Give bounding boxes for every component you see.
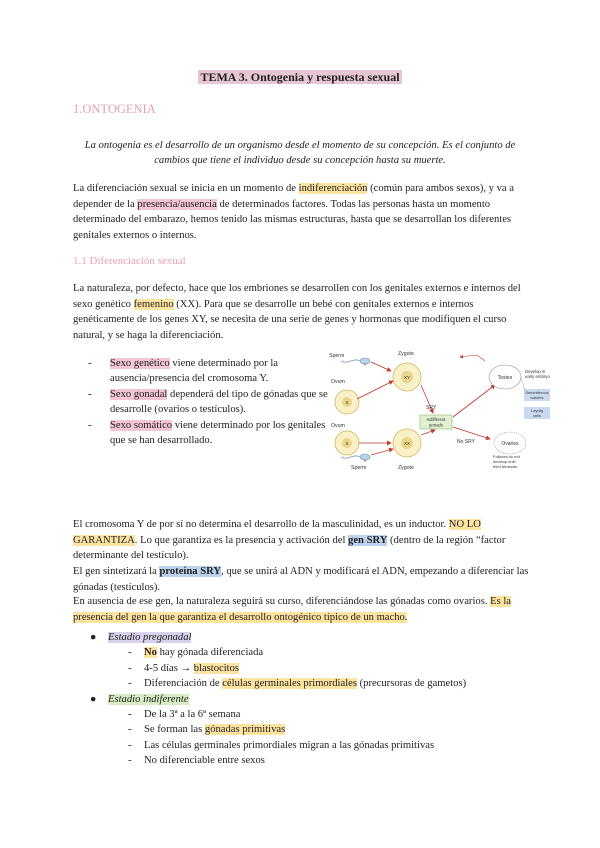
ovum-label: Ovum [331, 379, 345, 385]
zygote-label: Zygote [398, 351, 414, 357]
list-item: - Sexo genético viene determinado por la ausencia/presencia del cromosoma Y. [88, 356, 328, 386]
list-item: - Se forman las gónadas primitivas [88, 722, 548, 737]
ovum-top-icon [335, 390, 359, 414]
list-item: - Diferenciación de células germinales primordiales (precursoras de gametos) [88, 676, 548, 691]
zygote-xy-icon [393, 363, 421, 391]
svg-text:Develop in: Develop in [525, 369, 546, 374]
svg-text:early embryo: early embryo [525, 374, 550, 379]
paragraph-cromosoma-y: El cromosoma Y de por sí no determina el desarrollo de la masculinidad, es un inductor. NO LO GARANTIZA. Lo que garantiza es la presencia y activación del gen SRY (dentro de la región “factor determinante del testículo). [73, 519, 506, 562]
ovum-bottom-icon [335, 431, 359, 455]
svg-text:SRY: SRY [426, 405, 437, 411]
svg-text:X: X [345, 400, 349, 405]
zygote-xx-icon [393, 429, 421, 457]
svg-text:cells: cells [532, 413, 542, 418]
svg-text:Ovaries: Ovaries [501, 441, 519, 447]
svg-text:Y: Y [363, 362, 367, 367]
bullet-icon: ● [90, 632, 97, 643]
sperm-bottom-icon [341, 454, 370, 463]
list-item: ● Estadio indiferente [88, 692, 548, 707]
list-item: - No hay gónada diferenciada [88, 645, 548, 660]
paragraph-diferenciacion: La diferenciación sexual se inicia en un momento de indiferenciación (común para ambos sexos), y va a depender de la presencia/ausencia de determinados factores. Todas las personas hasta un momento determinado del embarazo, hemos tenido las mismas estructuras, hasta que se desarrollan los diferentes genitales externos o internos. [73, 183, 514, 241]
stages-list [88, 630, 548, 769]
svg-text:Seminiferous: Seminiferous [525, 390, 549, 395]
svg-text:No SRY: No SRY [457, 439, 475, 445]
paragraph-naturaleza: La naturaleza, por defecto, hace que los embriones se desarrollen con los genitales externos e internos del sexo genético femenino (XX). Para que se desarrolle un bebé con genitales externos e internos genéticamente de los genes XY, se necesita de una serie de genes y hormonas que modifiquen el curso natural, y se haga la diferenciación. [73, 283, 521, 341]
svg-text:gonads: gonads [428, 422, 444, 428]
zygote-bottom-label: Zygote [398, 465, 414, 471]
list-item: - 4-5 días → blastocitos [88, 661, 548, 676]
list-item: - No diferenciable entre sexos [88, 753, 548, 768]
sexo-bullet-list [88, 356, 328, 449]
svg-text:Leydig: Leydig [531, 408, 543, 413]
section-heading-diferenciacion-sexual: 1.1 Diferenciación sexual [73, 255, 186, 267]
sperm-top-icon [341, 358, 370, 367]
svg-text:X: X [363, 458, 367, 463]
svg-text:develop until: develop until [493, 459, 516, 464]
paragraph-gen-sry: El gen sintetizará la proteína SRY, que se unirá al ADN y modificará el ADN, empezando a diferenciar las gónadas (testículos). [73, 566, 529, 593]
sex-differentiation-figure [325, 347, 550, 472]
svg-text:Follicles do not: Follicles do not [493, 454, 520, 459]
paragraph-ausencia-gen: En ausencia de ese gen, la naturaleza seguirá su curso, diferenciándose las gónadas como ovarios. Es la presencia del gen la que garantiza el desarrollo ontogénico típico de un macho. [73, 596, 512, 623]
testes-icon [489, 365, 521, 389]
ovum-bottom-label: Ovum [331, 423, 345, 429]
svg-text:third trimester: third trimester [493, 464, 518, 469]
svg-text:X: X [345, 441, 349, 446]
intro-definition: La ontogenia es el desarrollo de un organismo desde el momento de su concepción. Es el conjunto de cambios que tiene el individuo desde su concepción hasta su muerte. [84, 140, 516, 166]
svg-text:XX: XX [403, 441, 411, 446]
svg-text:Testes: Testes [497, 375, 513, 381]
page-title: TEMA 3. Ontogenia y respuesta sexual [200, 70, 400, 84]
bullet-icon: ● [90, 693, 97, 705]
list-item: - Sexo gonadal dependerá del tipo de gónadas que se desarrolle (ovarios o testículos). [88, 387, 328, 417]
sperm-label: Sperm [329, 353, 345, 359]
section-heading-ontogenia: 1.ONTOGENIA [73, 102, 156, 116]
svg-text:tubules: tubules [530, 395, 544, 400]
svg-text:XY: XY [403, 375, 411, 380]
svg-text:Indifferent: Indifferent [426, 417, 446, 422]
list-item: ● Estadio pregonadal [88, 630, 548, 645]
ovaries-icon [494, 432, 526, 454]
list-item: - De la 3ª a la 6ª semana [88, 707, 548, 722]
list-item: - Las células germinales primordiales migran a las gónadas primitivas [88, 738, 548, 753]
list-item: - Sexo somático viene determinado por los genitales que se han desarrollado. [88, 418, 328, 448]
sperm-bottom-label: Sperm [351, 465, 367, 471]
